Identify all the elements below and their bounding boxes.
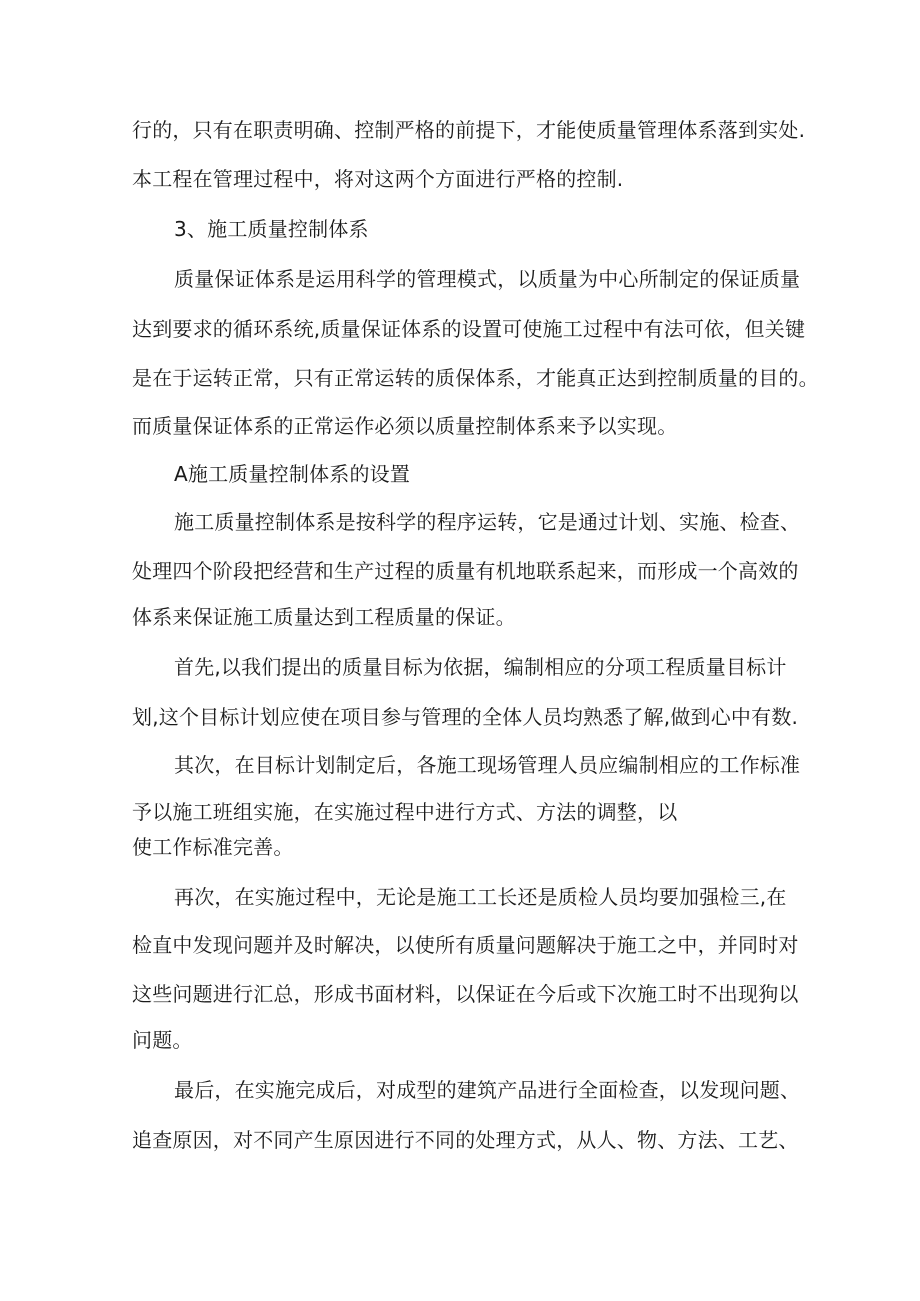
text-line: 施工质量控制体系是按科学的程序运转，它是通过计划、实施、检查、 — [174, 510, 801, 534]
section-heading: 3、施工质量控制体系 — [174, 217, 369, 241]
text-line: 质量保证体系是运用科学的管理模式，以质量为中心所制定的保证质量 — [174, 267, 801, 291]
text-line: 体系来保证施工质量达到工程质量的保证。 — [132, 605, 516, 629]
text-line: 达到要求的循环系统,质量保证体系的设置可使施工过程中有法可依，但关键 — [132, 317, 806, 341]
text-line: 划,这个目标计划应使在项目参与管理的全体人员均熟悉了解,做到心中有数. — [132, 705, 799, 729]
text-line: 处理四个阶段把经营和生产过程的质量有机地联系起来，而形成一个高效的 — [132, 559, 799, 583]
text-line: 其次，在目标计划制定后，各施工现场管理人员应编制相应的工作标准 — [174, 753, 801, 777]
text-line: 追查原因，对不同产生原因进行不同的处理方式，从人、物、方法、工艺、 — [132, 1128, 799, 1152]
text-line: 使工作标准完善。 — [132, 835, 294, 859]
text-line: 首先,以我们提出的质量目标为依据，编制相应的分项工程质量目标计 — [174, 655, 787, 679]
text-line: 问题。 — [132, 1028, 193, 1052]
text-line: 是在于运转正常，只有正常运转的质保体系，才能真正达到控制质量的目的。 — [132, 366, 819, 390]
text-line: 本工程在管理过程中，将对这两个方面进行严格的控制. — [132, 167, 624, 191]
text-line: 予以施工班组实施，在实施过程中进行方式、方法的调整，以 — [132, 800, 678, 824]
text-line: 最后，在实施完成后，对成型的建筑产品进行全面检查，以发现问题、 — [174, 1078, 801, 1102]
subsection-heading: A施工质量控制体系的设置 — [174, 462, 411, 486]
text-line: 检直中发现问题并及时解决，以使所有质量问题解决于施工之中，并同时对 — [132, 933, 799, 957]
text-line: 再次，在实施过程中，无论是施工工长还是质检人员均要加强检三,在 — [174, 885, 787, 909]
text-line: 行的，只有在职责明确、控制严格的前提下，才能使质量管理体系落到实处. — [132, 118, 806, 142]
text-line: 这些问题进行汇总，形成书面材料，以保证在今后或下次施工时不出现狗以 — [132, 982, 799, 1006]
text-line: 而质量保证体系的正常运作必须以质量控制体系来予以实现。 — [132, 414, 678, 438]
